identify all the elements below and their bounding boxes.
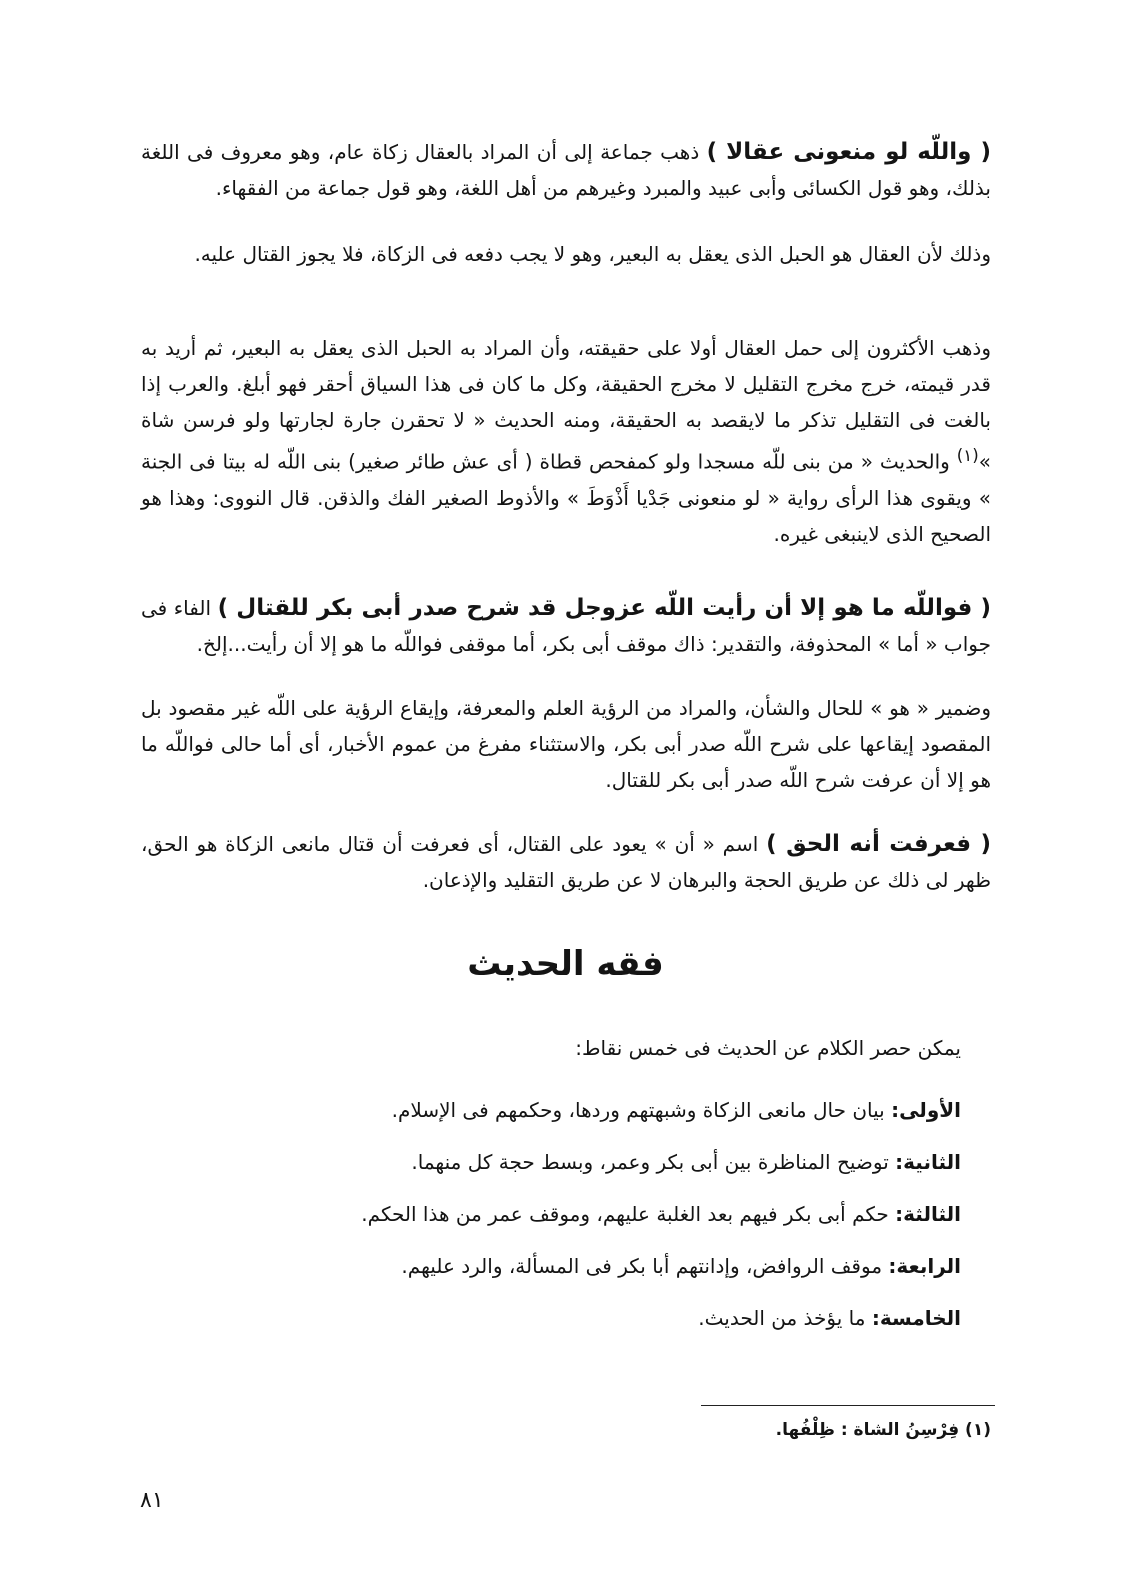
section-intro: يمكن حصر الكلام عن الحديث فى خمس نقاط: [575, 1036, 961, 1060]
paragraph-abu-bakr-chest [141, 590, 991, 662]
quoted-phrase: ( واللّه لو منعونى عقالا ) [706, 139, 991, 165]
paragraph-text: والحديث « من بنى للّه مسجدا ولو كمفحص قطاة ( أى عش طائر صغير) بنى اللّه له بيتا فى الجنة » ويقوى هذا الرأى رواية « لو منعونى جَدْيا أَذْوَطَ » والأذوط الصغير الفك والذقن. قال النووى: وهذا هو الصحيح الذى لاينبغى غيره. [141, 449, 991, 546]
section-heading: فقه الحديث [467, 944, 664, 984]
point-text: توضيح المناظرة بين أبى بكر وعمر، وبسط حجة كل منهما. [411, 1150, 896, 1174]
quoted-phrase: ( فعرفت أنه الحق ) [766, 831, 991, 857]
paragraph-text: وذلك لأن العقال هو الحبل الذى يعقل به البعير، وهو لا يجب دفعه فى الزكاة، فلا يجوز القتال عليه. [194, 242, 991, 266]
point-text: ما يؤخذ من الحديث. [698, 1306, 872, 1330]
footnote: (١) فِرْسِنُ الشاة : ظِلْفُها. [775, 1420, 991, 1440]
paragraph-text: وذهب الأكثرون إلى حمل العقال أولا على حقيقته، وأن المراد به الحبل الذى يعقل به البعير، ثم أريد به قدر قيمته، خرج مخرج التقليل لا مخرج الحقيقة، وكل ما كان فى هذا السياق أحقر فهو أبلغ. والعرب إذا بالغت فى التقليل تذكر ما لايقصد به الحقيقة، ومنه الحديث « لا تحقرن جارة لجارتها ولو فرسن شاة » [141, 336, 991, 474]
point-label: الخامسة: [871, 1306, 961, 1330]
list-item [361, 1136, 961, 1188]
paragraph-text: ذهب جماعة إلى أن المراد بالعقال زكاة عام، وهو معروف فى اللغة بذلك، وهو قول الكسائى وأبى عبيد والمبرد وغيرهم من أهل اللغة، وهو قول جماعة من الفقهاء. [141, 140, 991, 200]
paragraph-text: وضمير « هو » للحال والشأن، والمراد من الرؤية العلم والمعرفة، وإيقاع الرؤية على اللّه غير مقصود بل المقصود إيقاعها على شرح اللّه صدر أبى بكر، والاستثناء مفرغ من عموم الأخبار، أى أما حالى فواللّه ما هو إلا أن عرفت شرح اللّه صدر أبى بكر للقتال. [141, 696, 991, 792]
paragraph-text: الفاء فى جواب « أما » المحذوفة، والتقدير: ذاك موقف أبى بكر، أما موقفى فواللّه ما هو إلا أن رأيت...إلخ. [141, 596, 991, 656]
point-label: الثالثة: [895, 1202, 961, 1226]
list-item [361, 1188, 961, 1240]
paragraph-text: اسم « أن » يعود على القتال، أى فعرفت أن قتال مانعى الزكاة هو الحق، ظهر لى ذلك عن طريق الحجة والبرهان لا عن طريق التقليد والإذعان. [141, 832, 991, 892]
points-list [361, 1084, 961, 1344]
paragraph-pronoun-explanation [141, 690, 991, 798]
list-item [361, 1084, 961, 1136]
page-number: ٨١ [140, 1488, 164, 1513]
paragraph-majority-view [141, 330, 991, 552]
point-text: بيان حال مانعى الزكاة وشبهتهم وردها، وحكمهم فى الإسلام. [391, 1098, 892, 1122]
list-item [361, 1292, 961, 1344]
point-text: موقف الروافض، وإدانتهم أبا بكر فى المسألة، والرد عليهم. [401, 1254, 889, 1278]
point-label: الثانية: [895, 1150, 961, 1174]
point-label: الأولى: [891, 1098, 961, 1122]
paragraph-iqal-rope [141, 236, 991, 272]
paragraph-iqal-meaning [141, 134, 991, 206]
point-label: الرابعة: [888, 1254, 961, 1278]
footnote-divider [701, 1405, 995, 1406]
quoted-phrase: ( فواللّه ما هو إلا أن رأيت اللّه عزوجل قد شرح صدر أبى بكر للقتال ) [217, 595, 991, 621]
point-text: حكم أبى بكر فيهم بعد الغلبة عليهم، وموقف عمر من هذا الحكم. [361, 1202, 896, 1226]
list-item [361, 1240, 961, 1292]
paragraph-it-is-truth [141, 826, 991, 898]
footnote-reference[interactable]: (١) [956, 446, 979, 465]
